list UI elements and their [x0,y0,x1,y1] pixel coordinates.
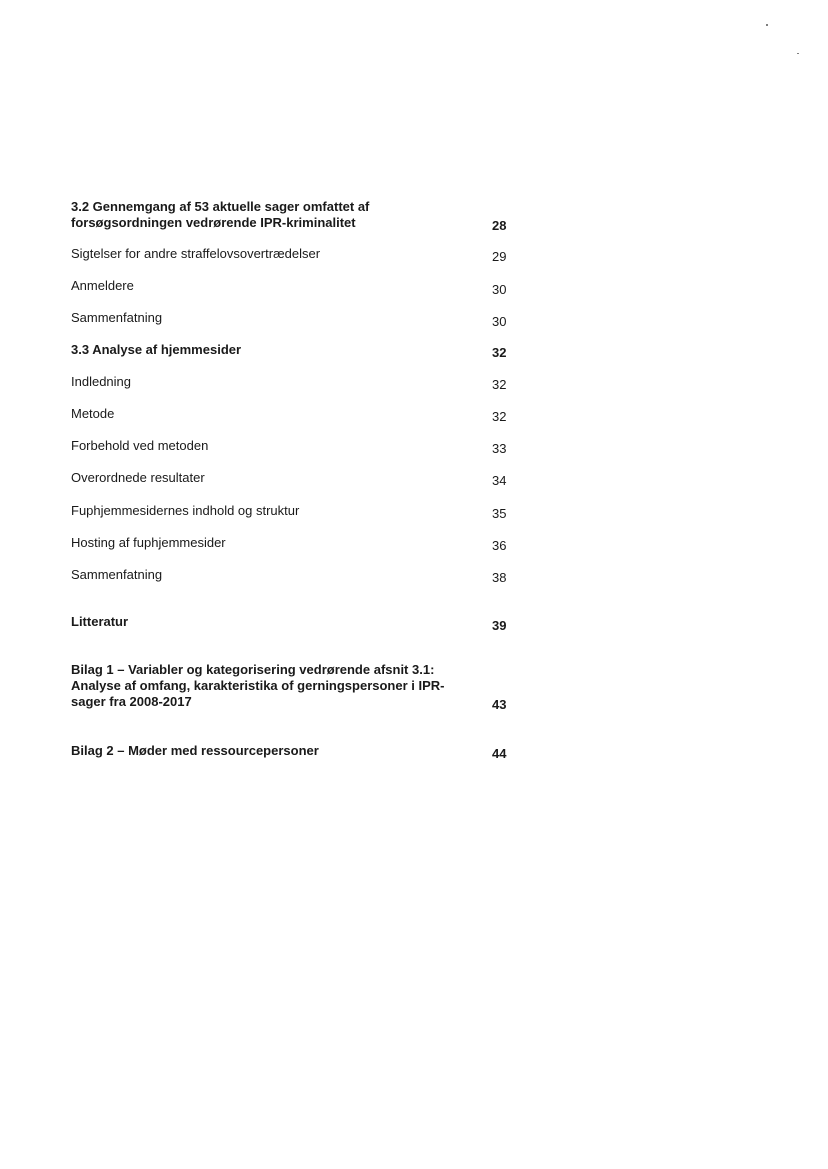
toc-page-sammenfatning-2: 38 [492,570,507,585]
toc-entry-sammenfatning-1: Sammenfatning [71,310,163,325]
toc-entry-metode: Metode [71,406,115,421]
toc-page-anmeldere: 30 [492,282,507,297]
toc-page-sammenfatning-1: 30 [492,314,507,329]
toc-entry-3-3: 3.3 Analyse af hjemmesider [71,342,242,357]
scan-speck-icon [766,24,768,26]
toc-page-hosting: 36 [492,538,507,553]
toc-entry-3-2: 3.2 Gennemgang af 53 aktuelle sager omfattet af forsøgsordningen vedrørende IPR-kriminalitet [71,199,370,230]
toc-page-bilag-1: 43 [492,697,507,712]
toc-page-litteratur: 39 [492,618,507,633]
toc-page-indledning: 32 [492,377,507,392]
toc-page-forbehold: 33 [492,441,507,456]
toc-page-overordnede: 34 [492,473,507,488]
toc-entry-litteratur: Litteratur [71,614,129,629]
toc-entry-indledning: Indledning [71,374,131,389]
toc-entry-hosting: Hosting af fuphjemmesider [71,535,226,550]
toc-page-3-3: 32 [492,345,507,360]
toc-entry-overordnede: Overordnede resultater [71,470,205,485]
toc-entry-forbehold: Forbehold ved metoden [71,438,209,453]
scan-speck-icon [797,53,799,54]
toc-page-metode: 32 [492,409,507,424]
toc-entry-anmeldere: Anmeldere [71,278,134,293]
toc-entry-fuphjemmesidernes: Fuphjemmesidernes indhold og struktur [71,503,300,518]
toc-page-3-2: 28 [492,218,507,233]
toc-entry-bilag-2: Bilag 2 – Møder med ressourcepersoner [71,743,319,758]
toc-page-bilag-2: 44 [492,746,507,761]
toc-entry-bilag-1: Bilag 1 – Variabler og kategorisering vedrørende afsnit 3.1: Analyse af omfang, karakteristika of gerningspersoner i IPR-sager fra 2008-2017 [71,662,445,709]
toc-entry-sammenfatning-2: Sammenfatning [71,567,163,582]
toc-page-sigtelser: 29 [492,249,507,264]
toc-page-fuphjemmesidernes: 35 [492,506,507,521]
toc-entry-sigtelser: Sigtelser for andre straffelovsovertrædelser [71,246,321,261]
